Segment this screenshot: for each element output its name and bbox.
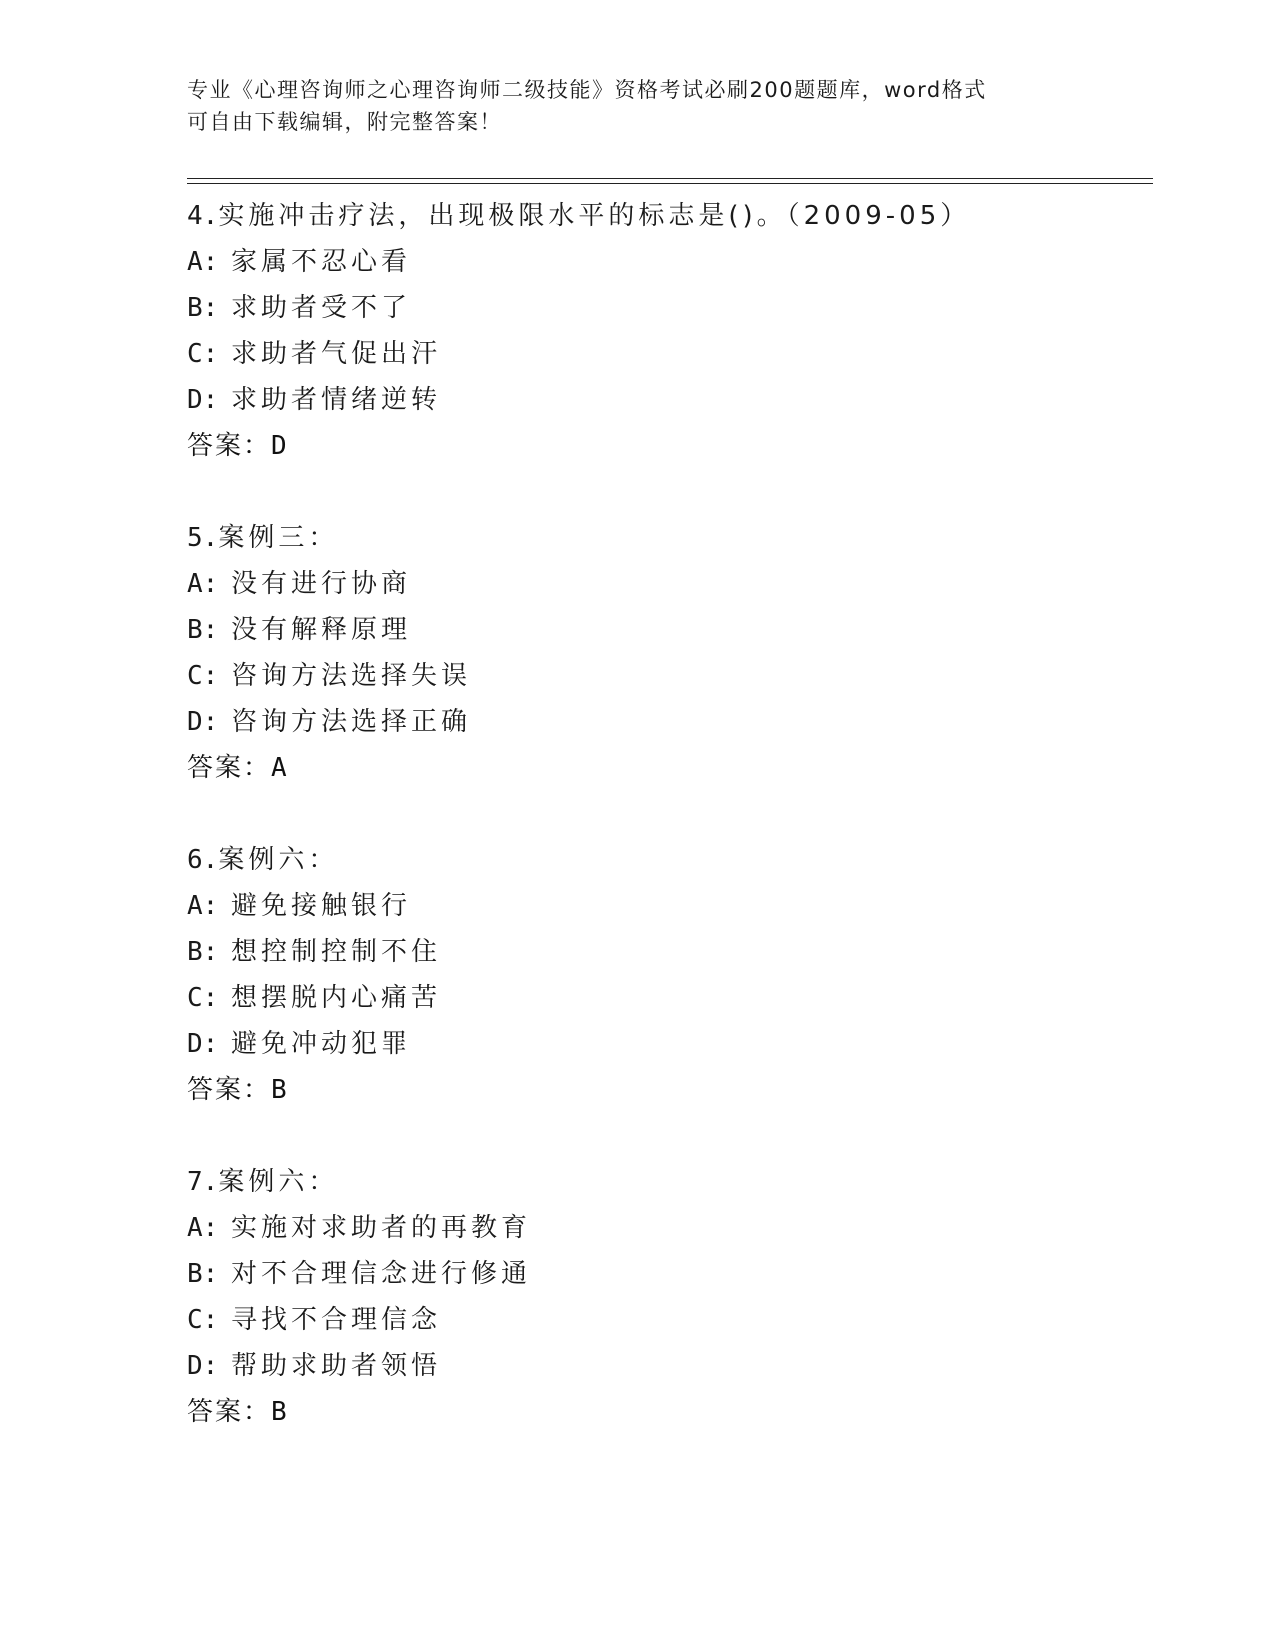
answer-value: A: [271, 753, 289, 783]
option-b: [187, 607, 1137, 653]
answer-line: [187, 423, 1137, 469]
question-6: [187, 837, 1137, 1113]
option-letter: B:: [187, 293, 219, 323]
option-d: [187, 1343, 1137, 1389]
option-a: [187, 239, 1137, 285]
option-letter: C:: [187, 661, 219, 691]
option-letter: D:: [187, 707, 219, 737]
question-number: 4.: [187, 201, 219, 231]
option-letter: A:: [187, 891, 219, 921]
option-text: 家属不忍心看: [231, 247, 412, 277]
answer-line: [187, 1067, 1137, 1113]
answer-label: 答案：: [187, 431, 272, 461]
option-c: [187, 331, 1137, 377]
option-letter: A:: [187, 247, 219, 277]
option-letter: A:: [187, 1213, 219, 1243]
option-b: [187, 285, 1137, 331]
question-text: 案例三：: [218, 523, 339, 553]
header-line-2: 可自由下载编辑，附完整答案！: [187, 110, 502, 134]
question-text: 案例六：: [218, 1167, 339, 1197]
question-text: 实施冲击疗法，出现极限水平的标志是()。（2009-05）: [218, 201, 971, 231]
option-text: 求助者情绪逆转: [231, 385, 442, 415]
question-stem: [187, 837, 1137, 883]
option-text: 实施对求助者的再教育: [231, 1213, 532, 1243]
option-text: 对不合理信念进行修通: [231, 1259, 532, 1289]
option-c: [187, 975, 1137, 1021]
option-text: 求助者受不了: [231, 293, 412, 323]
option-letter: D:: [187, 385, 219, 415]
option-text: 咨询方法选择正确: [231, 707, 472, 737]
document-header: [187, 74, 1087, 138]
option-c: [187, 653, 1137, 699]
answer-line: [187, 745, 1137, 791]
question-5: [187, 515, 1137, 791]
option-letter: B:: [187, 937, 219, 967]
answer-line: [187, 1389, 1137, 1435]
header-divider-bottom: [187, 183, 1153, 184]
answer-label: 答案：: [187, 1075, 272, 1105]
option-letter: B:: [187, 615, 219, 645]
option-c: [187, 1297, 1137, 1343]
question-stem: [187, 1159, 1137, 1205]
question-list: [187, 193, 1137, 1481]
question-text: 案例六：: [218, 845, 339, 875]
question-number: 7.: [187, 1167, 219, 1197]
option-a: [187, 561, 1137, 607]
answer-value: D: [271, 431, 289, 461]
answer-value: B: [271, 1397, 289, 1427]
question-number: 6.: [187, 845, 219, 875]
option-text: 避免冲动犯罪: [231, 1029, 412, 1059]
option-letter: C:: [187, 339, 219, 369]
option-letter: D:: [187, 1029, 219, 1059]
option-letter: D:: [187, 1351, 219, 1381]
header-line-1: 专业《心理咨询师之心理咨询师二级技能》资格考试必刷200题题库，word格式: [187, 78, 987, 102]
question-number: 5.: [187, 523, 219, 553]
question-4: [187, 193, 1137, 469]
answer-label: 答案：: [187, 753, 272, 783]
header-divider-top: [187, 178, 1153, 179]
option-a: [187, 883, 1137, 929]
option-text: 求助者气促出汗: [231, 339, 442, 369]
option-d: [187, 377, 1137, 423]
option-a: [187, 1205, 1137, 1251]
option-letter: A:: [187, 569, 219, 599]
option-text: 没有进行协商: [231, 569, 412, 599]
option-letter: B:: [187, 1259, 219, 1289]
question-stem: [187, 515, 1137, 561]
option-text: 想摆脱内心痛苦: [231, 983, 442, 1013]
option-b: [187, 1251, 1137, 1297]
question-7: [187, 1159, 1137, 1435]
option-text: 想控制控制不住: [231, 937, 442, 967]
option-letter: C:: [187, 1305, 219, 1335]
option-text: 没有解释原理: [231, 615, 412, 645]
option-text: 咨询方法选择失误: [231, 661, 472, 691]
option-text: 避免接触银行: [231, 891, 412, 921]
option-d: [187, 699, 1137, 745]
question-stem: [187, 193, 1137, 239]
option-letter: C:: [187, 983, 219, 1013]
answer-value: B: [271, 1075, 289, 1105]
option-text: 帮助求助者领悟: [231, 1351, 442, 1381]
answer-label: 答案：: [187, 1397, 272, 1427]
option-b: [187, 929, 1137, 975]
option-d: [187, 1021, 1137, 1067]
option-text: 寻找不合理信念: [231, 1305, 442, 1335]
